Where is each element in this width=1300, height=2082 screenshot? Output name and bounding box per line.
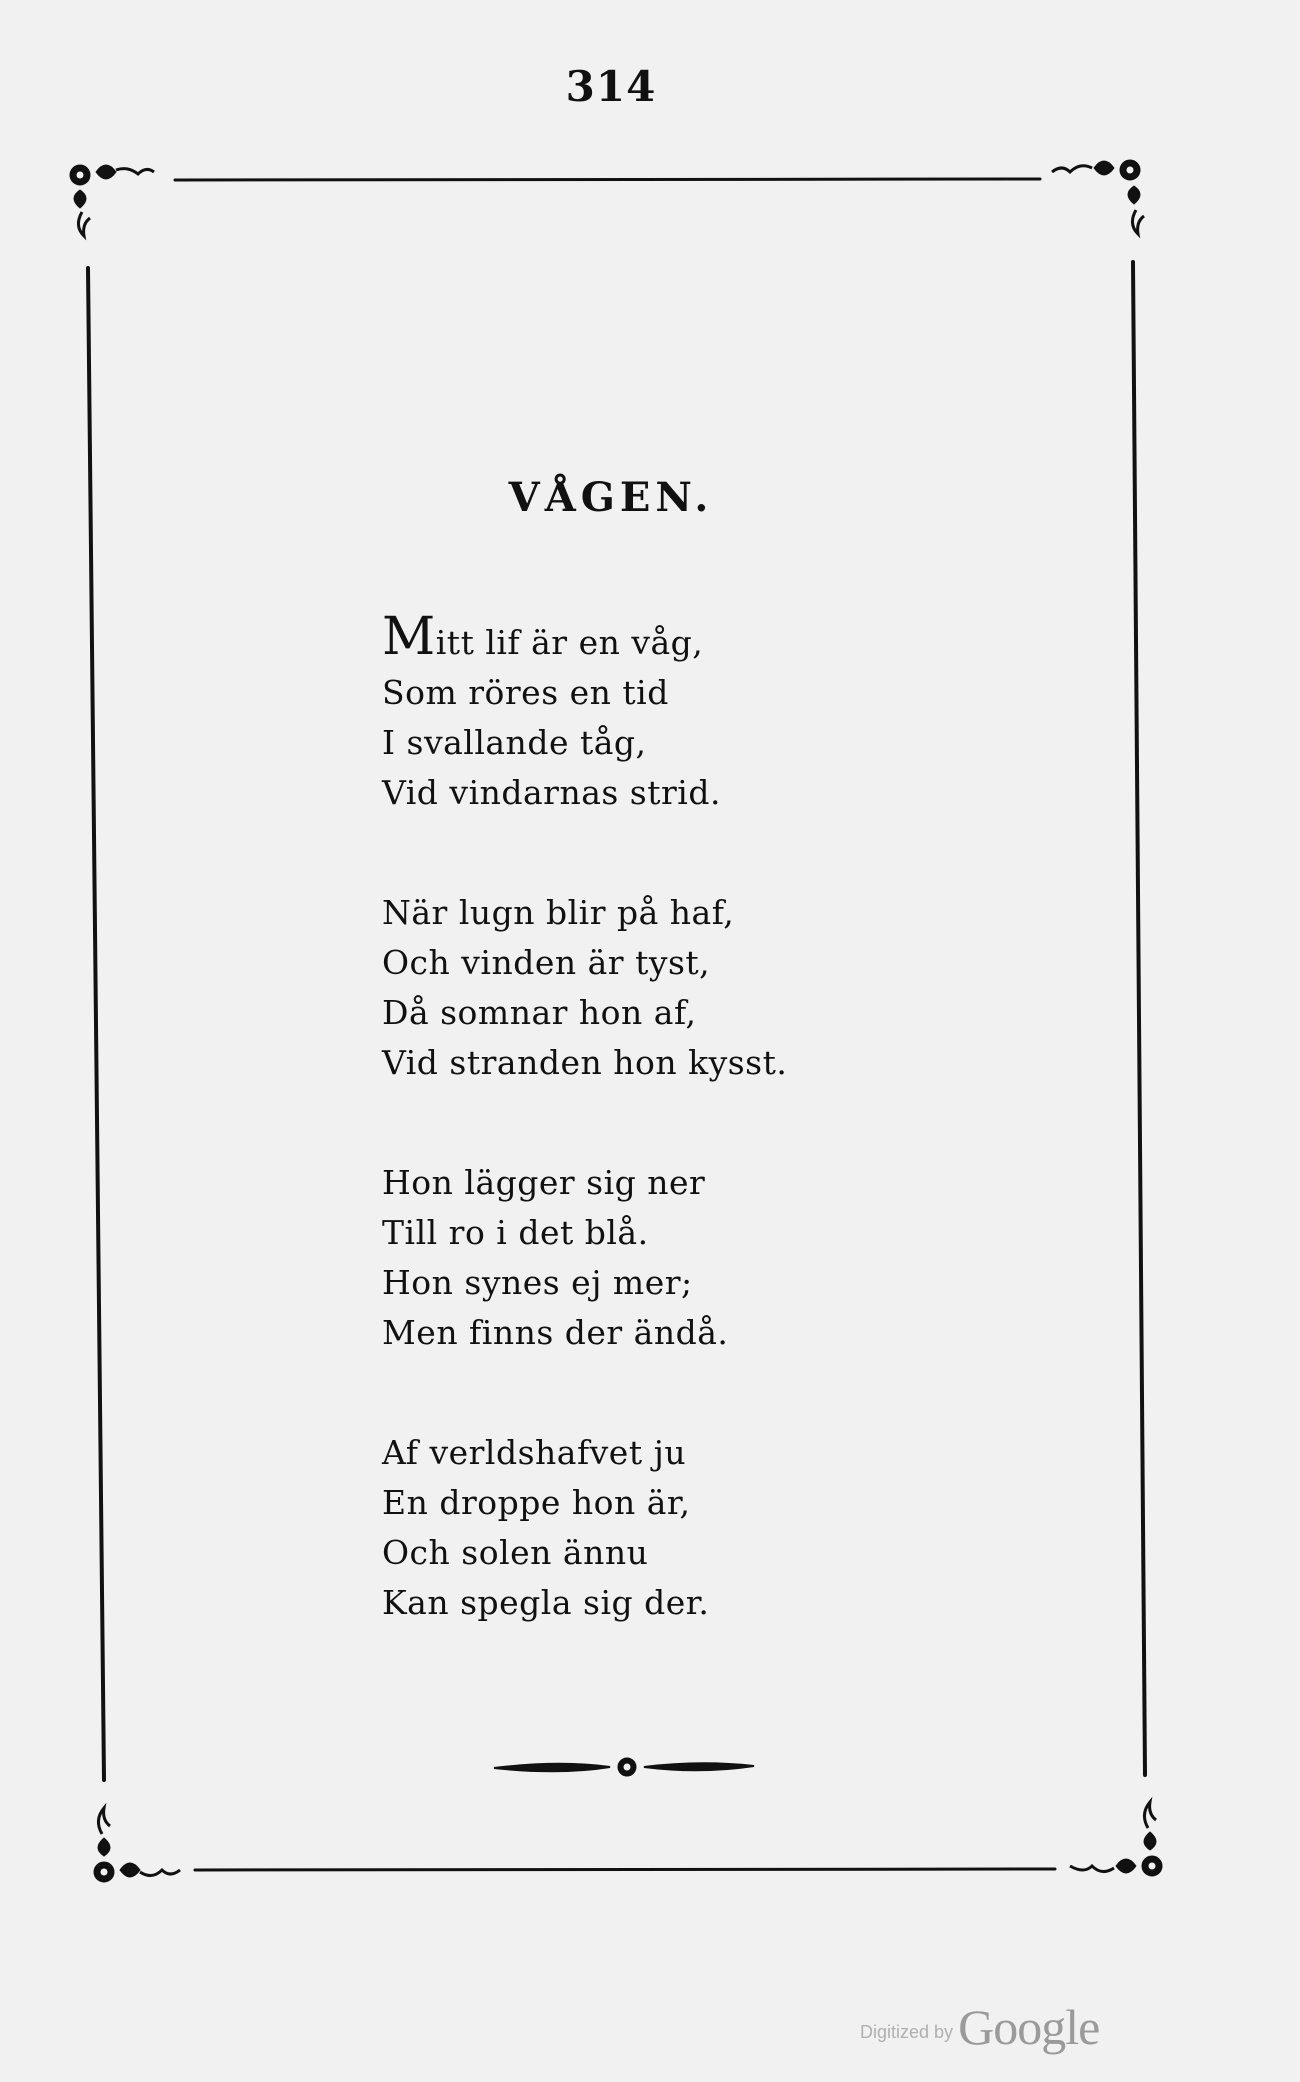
poem-line: Till ro i det blå. [382, 1213, 649, 1252]
poem-line: En droppe hon är, [382, 1483, 691, 1522]
poem-line: Hon lägger sig ner [382, 1163, 706, 1202]
flourish-divider-icon [494, 1758, 754, 1776]
page-number: 314 [565, 62, 657, 111]
poem-line: Vid stranden hon kysst. [382, 1043, 788, 1082]
poem-line: Vid vindarnas strid. [382, 773, 721, 812]
poem-line: I svallande tåg, [382, 723, 647, 762]
stanza [382, 1428, 982, 1628]
digitized-by-watermark [860, 1998, 1240, 2056]
poem-title: VÅGEN. [508, 474, 714, 521]
poem-line [382, 607, 982, 668]
poem-line: När lugn blir på haf, [382, 893, 735, 932]
poem-line: Kan spegla sig der. [382, 1583, 710, 1622]
poem-line: Då somnar hon af, [382, 993, 697, 1032]
poem-line-rest: itt lif är en våg, [435, 623, 704, 662]
poem-line: Och solen ännu [382, 1533, 649, 1572]
google-logo: Google [958, 1999, 1100, 2055]
poem-line: Men finns der ändå. [382, 1313, 729, 1352]
frame-top-rule [175, 179, 1040, 180]
stanza [382, 888, 982, 1088]
poem-line: Af verldshafvet ju [382, 1433, 687, 1472]
stanza [382, 607, 982, 818]
poem-body [382, 607, 982, 1698]
poem-line: Och vinden är tyst, [382, 943, 711, 982]
poem-line: Hon synes ej mer; [382, 1263, 693, 1302]
frame-bottom-rule [195, 1869, 1055, 1870]
drop-cap: M [382, 607, 436, 667]
poem-line: Som röres en tid [382, 673, 669, 712]
stanza [382, 1158, 982, 1358]
digitized-label: Digitized by [860, 2022, 954, 2042]
